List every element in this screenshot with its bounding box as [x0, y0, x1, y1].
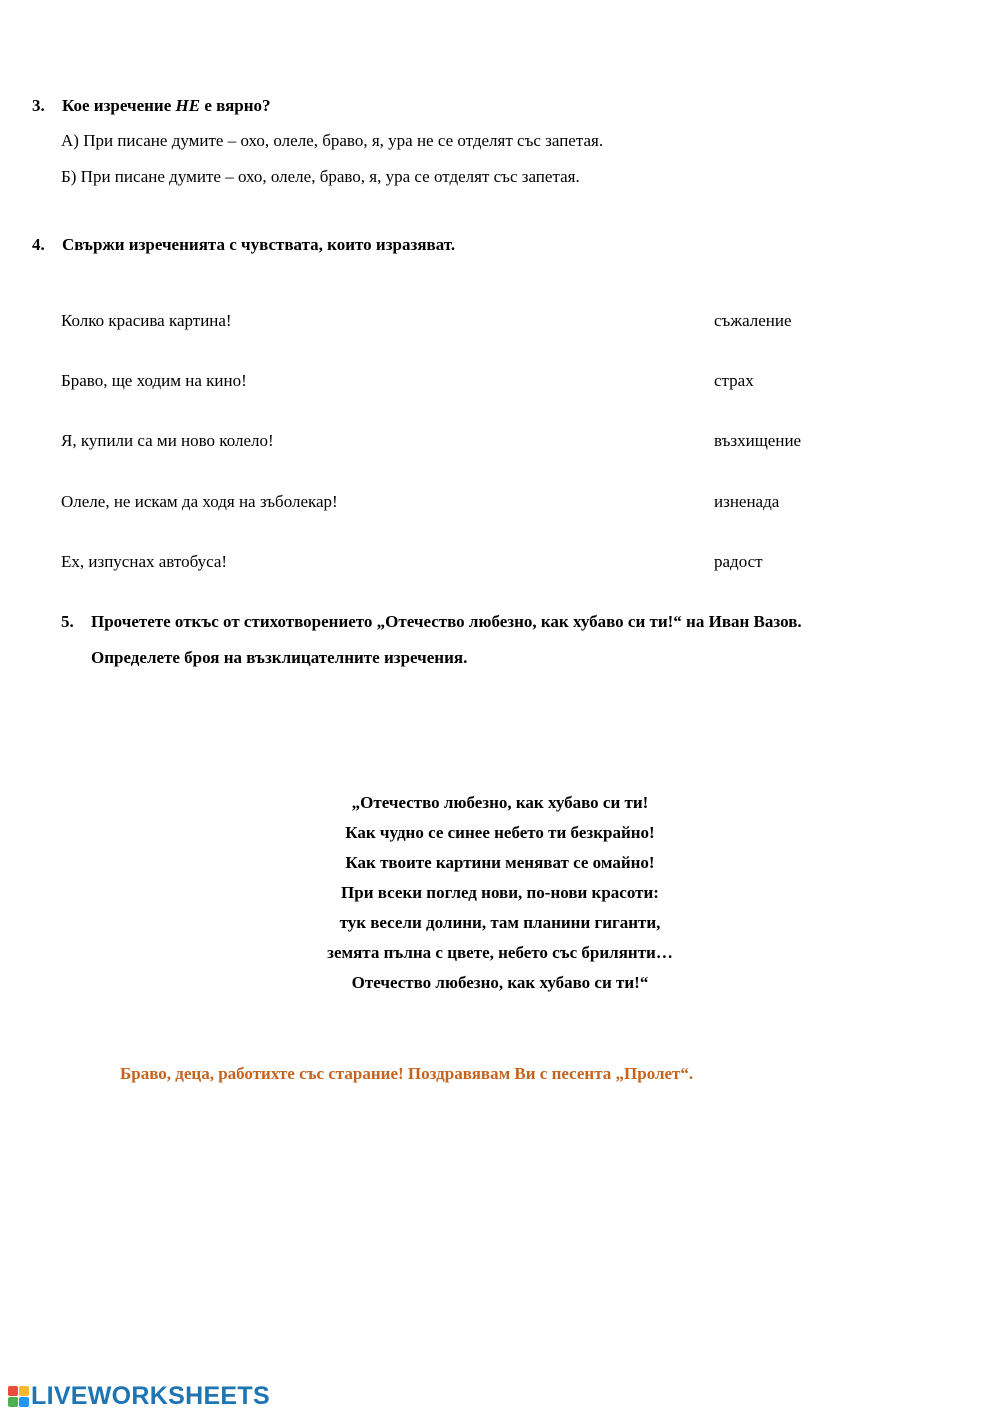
q3-title	[32, 96, 271, 116]
q4-sentence-1: Колко красива картина!	[61, 311, 232, 330]
q3-title-before: Кое изречение	[62, 96, 176, 115]
poem-excerpt	[0, 788, 1000, 998]
poem-line-5: тук весели долини, там планини гиганти,	[339, 913, 661, 932]
q5-title-line1: Прочетете откъс от стихотворението „Отечество любезно, как хубаво си ти!“ на Иван Вазов.	[91, 612, 802, 631]
q4-sentence-3: Я, купили са ми ново колело!	[61, 431, 274, 450]
q3-option-b: Б) При писане думите – охо, олеле, браво, я, ура се отделят със запетая.	[61, 167, 580, 186]
q4-sentence-4: Олеле, не искам да ходя на зъболекар!	[61, 492, 338, 511]
poem-line-2: Как чудно се синее небето ти безкрайно!	[345, 823, 655, 842]
q3-number: 3.	[32, 96, 45, 115]
q4-sentence-5: Ех, изпуснах автобуса!	[61, 552, 228, 571]
q4-feeling-3: възхищение	[714, 431, 802, 450]
poem-line-3: Как твоите картини меняват се омайно!	[345, 853, 655, 872]
q4-feeling-2: страх	[714, 371, 754, 390]
q3-option-a: А) При писане думите – охо, олеле, браво, я, ура не се отделят със запетая.	[61, 131, 604, 150]
q3-title-emphasis: НЕ	[175, 96, 201, 115]
final-message: Браво, деца, работихте със старание! Поздравявам Ви с песента „Пролет“.	[120, 1064, 694, 1083]
poem-line-7: Отечество любезно, как хубаво си ти!“	[351, 973, 649, 992]
q3-title-after: е вярно?	[200, 96, 271, 115]
q5-title-line2: Определете броя на възклицателните изречения.	[91, 648, 468, 667]
logo-mark-cell	[19, 1397, 29, 1407]
poem-line-1: „Отечество любезно, как хубаво си ти!	[351, 793, 649, 812]
logo-text: LIVEWORKSHEETS	[31, 1381, 270, 1410]
q4-feeling-1: съжаление	[714, 311, 792, 330]
q4-feeling-4: изненада	[714, 492, 780, 511]
logo-mark-cell	[19, 1386, 29, 1396]
logo-mark-cell	[8, 1386, 18, 1396]
liveworksheets-logo[interactable]	[8, 1382, 270, 1410]
q4-title	[32, 235, 455, 255]
poem-line-4: При всеки поглед нови, по-нови красоти:	[341, 883, 659, 902]
logo-mark-cell	[8, 1397, 18, 1407]
q5-title	[61, 612, 802, 632]
q4-number: 4.	[32, 235, 45, 254]
q5-number: 5.	[61, 612, 74, 631]
logo-mark-icon	[8, 1386, 29, 1407]
poem-line-6: земята пълна с цвете, небето със брилянти…	[327, 943, 673, 962]
q4-title-text: Свържи изреченията с чувствата, които изразяват.	[62, 235, 456, 254]
q4-sentence-2: Браво, ще ходим на кино!	[61, 371, 247, 390]
q4-feeling-5: радост	[714, 552, 763, 571]
